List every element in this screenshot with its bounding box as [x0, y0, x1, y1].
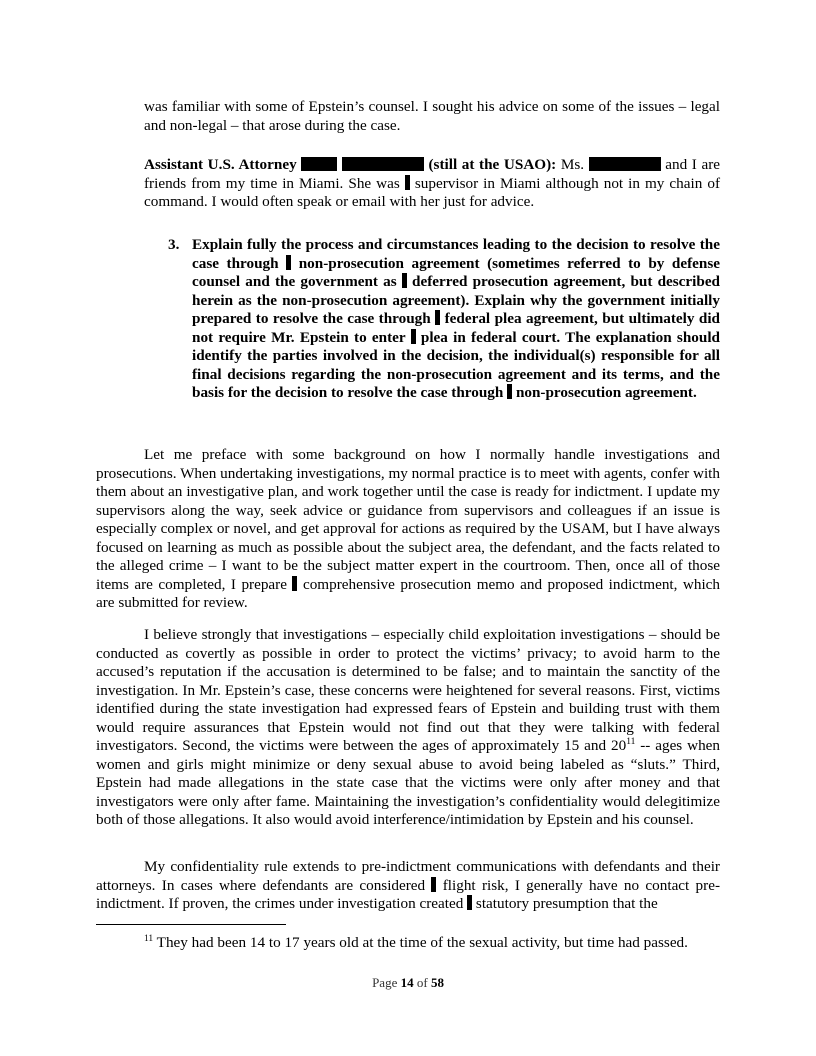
question-text-5: plea in federal court. The explanation should identify the parties involved in the decision, the individual(s) responsible for all final decisions regarding the non-prosecution agreement and its terms, and the basis for the decision to resolve the case through	[192, 328, 720, 401]
redaction-bar	[405, 175, 410, 190]
paragraph-confidentiality	[96, 626, 720, 830]
footer-page-number: 14	[400, 975, 414, 990]
ausa-suffix: (still at the USAO):	[428, 156, 557, 173]
footnote-number: 11	[144, 934, 154, 944]
question-text-2: non-prosecution agreement (sometimes referred to by defense counsel and the government as	[192, 254, 721, 290]
redaction-bar	[402, 273, 407, 288]
question-text-6: non-prosecution agreement.	[515, 384, 697, 401]
question-number: 3.	[168, 236, 180, 253]
question-block	[192, 236, 720, 403]
paragraph-top-text: was familiar with some of Epstein’s counsel. I sought his advice on some of the issues – legal and non-legal – that arose during the case.	[144, 98, 720, 134]
redaction-box	[589, 157, 661, 171]
page-footer	[0, 974, 816, 993]
paragraph-background-end: comprehensive prosecution memo and proposed indictment, which are submitted for review.	[96, 575, 721, 611]
redaction-bar	[467, 895, 472, 910]
paragraph-background-text: Let me preface with some background on how I normally handle investigations and prosecutions. When undertaking investigations, my normal practice is to meet with agents, confer with them about an investigative plan, and work together until the case is ready for indictment. I update my supervisors along the way, seek advice or guidance from supervisors and colleagues if an issue is especially complex or novel, and get approval for actions as required by the USAM, but I have always focused on learning as much as possible about the subject area, the defendant, and the facts related to the alleged crime – I want to be the subject matter expert in the courtroom. Then, once all of those items are completed, I prepare	[96, 446, 720, 593]
question-text-3: deferred prosecution agreement, but described herein as the non-prosecution agreement). Explain why the government initially prepared to resolve the case through	[192, 273, 721, 327]
paragraph-rule-text-c: statutory presumption that the	[475, 895, 658, 912]
footer-of: of	[416, 975, 428, 990]
question-text-1: Explain fully the process and circumstances leading to the decision to resolve the case through	[192, 236, 720, 272]
footnote-reference: 11	[626, 737, 636, 747]
footnote-text: They had been 14 to 17 years old at the time of the sexual activity, but time had passed.	[153, 934, 688, 951]
ausa-label: Assistant U.S. Attorney	[144, 156, 297, 173]
paragraph-confidentiality-end: -- ages when women and girls might minimize or deny sexual abuse to avoid being labeled as “sluts.” Third, Epstein had made allegations in the state case that the victims were only after money and that investigators were only after fame. Maintaining the investigation’s confidentiality would delegitimize both of those allegations. It also would avoid interference/intimidation by Epstein and his counsel.	[96, 737, 721, 828]
redaction-bar	[286, 255, 291, 270]
ausa-text-b: and I are friends from my time in Miami. She was	[144, 156, 721, 192]
paragraph-rule-text-b: flight risk, I generally have no contact pre-indictment. If proven, the crimes under investigation created	[96, 876, 721, 912]
ausa-text-c: supervisor in Miami although not in my chain of command. I would often speak or email with her just for advice.	[144, 174, 721, 210]
footer-page-label: Page	[372, 975, 398, 990]
footer-page-total: 58	[430, 975, 444, 990]
paragraph-rule	[96, 858, 720, 914]
redaction-bar	[507, 384, 512, 399]
redaction-box	[301, 157, 337, 171]
redaction-bar	[411, 329, 416, 344]
footnote	[144, 934, 720, 953]
paragraph-ausa	[144, 156, 720, 212]
redaction-bar	[292, 576, 297, 591]
paragraph-top	[144, 98, 720, 135]
redaction-box	[342, 157, 424, 171]
paragraph-rule-text: My confidentiality rule extends to pre-indictment communications with defendants and their attorneys. In cases where defendants are considered	[96, 858, 720, 894]
question-text-4: federal plea agreement, but ultimately did not require Mr. Epstein to enter	[192, 310, 720, 346]
footnote-separator	[96, 924, 286, 925]
paragraph-confidentiality-text: I believe strongly that investigations – especially child exploitation investigations – should be conducted as covertly as possible in order to protect the victims’ privacy; to avoid harm to the accused’s reputation if the accusation is determined to be false; and to maintain the sanctity of the investigation. In Mr. Epstein’s case, these concerns were heightened for several reasons. First, victims identified during the state investigation had expressed fears of Epstein and building trust with them would require assurances that Epstein would not find out that they were talking with federal investigators. Second, the victims were between the ages of approximately 15 and 20	[96, 626, 720, 754]
redaction-bar	[435, 310, 440, 325]
ausa-text-a: Ms.	[560, 156, 585, 173]
redaction-bar	[431, 877, 436, 892]
paragraph-background	[96, 446, 720, 613]
